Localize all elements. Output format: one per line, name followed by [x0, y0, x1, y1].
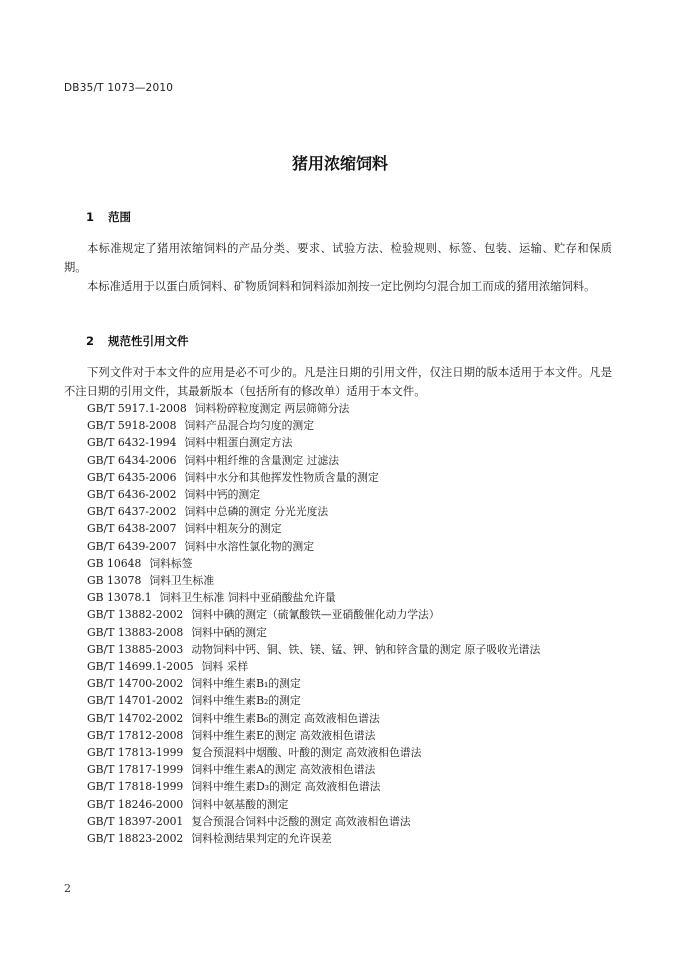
reference-title: 饲料中粗灰分的测定 — [184, 522, 282, 536]
section-1-title: 范围 — [108, 210, 131, 224]
reference-title: 饲料中钙的测定 — [184, 488, 261, 502]
section-1-number: 1 — [86, 210, 95, 224]
reference-title: 饲料卫生标准 饲料中亚硝酸盐允许量 — [159, 591, 336, 605]
reference-title: 饲料中总磷的测定 分光光度法 — [184, 505, 329, 519]
reference-item — [87, 692, 540, 709]
reference-title: 饲料 采样 — [201, 660, 249, 674]
reference-code: GB/T 13882-2002 — [87, 608, 184, 622]
reference-item — [87, 710, 540, 727]
reference-code: GB/T 6438-2007 — [87, 522, 177, 536]
reference-code: GB/T 6432-1994 — [87, 436, 177, 450]
reference-item — [87, 434, 540, 451]
reference-code: GB/T 6434-2006 — [87, 453, 177, 467]
reference-code: GB/T 18397-2001 — [87, 814, 184, 828]
reference-title: 复合预混料中烟酸、叶酸的测定 高效液相色谱法 — [191, 746, 422, 760]
reference-code: GB/T 5918-2008 — [87, 419, 177, 433]
reference-code: GB 10648 — [87, 556, 142, 570]
reference-list — [87, 400, 540, 847]
reference-code: GB/T 17812-2008 — [87, 728, 184, 742]
reference-code: GB/T 17817-1999 — [87, 763, 184, 777]
reference-title: 饲料中氨基酸的测定 — [191, 797, 289, 811]
reference-title: 复合预混合饲料中泛酸的测定 高效液相色谱法 — [191, 814, 411, 828]
reference-code: GB/T 17813-1999 — [87, 746, 184, 760]
reference-item — [87, 624, 540, 641]
reference-title: 饲料中维生素A的测定 高效液相色谱法 — [191, 763, 376, 777]
reference-code: GB/T 13885-2003 — [87, 642, 184, 656]
reference-code: GB/T 17818-1999 — [87, 780, 184, 794]
reference-title: 饲料中维生素E的测定 高效液相色谱法 — [191, 728, 376, 742]
reference-code: GB/T 14699.1-2005 — [87, 660, 194, 674]
section-2-title: 规范性引用文件 — [108, 334, 189, 348]
reference-item — [87, 555, 540, 572]
section-1-paragraph-2: 本标准适用于以蛋白质饲料、矿物质饲料和饲料添加剂按一定比例均匀混合加工而成的猪用浓缩饲料。 — [87, 280, 596, 293]
reference-code: GB 13078 — [87, 574, 142, 588]
reference-code: GB/T 18246-2000 — [87, 797, 184, 811]
reference-title: 饲料中水分和其他挥发性物质含量的测定 — [184, 470, 379, 484]
reference-title: 饲料中碘的测定（硫氰酸铁—亚硝酸催化动力学法） — [191, 608, 440, 622]
reference-code: GB/T 6437-2002 — [87, 505, 177, 519]
reference-code: GB/T 18823-2002 — [87, 832, 184, 846]
reference-title: 饲料中维生素B₁的测定 — [191, 677, 301, 691]
reference-title: 饲料产品混合均匀度的测定 — [184, 419, 314, 433]
reference-title: 饲料卫生标准 — [149, 574, 215, 588]
reference-title: 饲料中维生素B₂的测定 — [191, 694, 301, 708]
reference-item — [87, 452, 540, 469]
reference-item — [87, 538, 540, 555]
reference-item — [87, 778, 540, 795]
reference-title: 饲料中粗蛋白测定方法 — [184, 436, 293, 450]
reference-item — [87, 658, 540, 675]
page-number: 2 — [64, 882, 71, 895]
section-2-intro: 下列文件对于本文件的应用是必不可少的。凡是注日期的引用文件，仅注日期的版本适用于本文件。凡是不注日期的引用文件，其最新版本（包括所有的修改单）适用于本文件。 — [64, 366, 612, 398]
reference-code: GB/T 14701-2002 — [87, 694, 184, 708]
reference-code: GB/T 14700-2002 — [87, 677, 184, 691]
reference-title: 饲料标签 — [149, 556, 193, 570]
reference-item — [87, 796, 540, 813]
reference-item — [87, 761, 540, 778]
reference-title: 饲料中粗纤维的含量测定 过滤法 — [184, 453, 340, 467]
section-1-heading — [86, 209, 131, 225]
reference-code: GB/T 13883-2008 — [87, 625, 184, 639]
section-1-paragraph-1: 本标准规定了猪用浓缩饲料的产品分类、要求、试验方法、检验规则、标签、包装、运输、贮存和保质期。 — [64, 242, 612, 274]
reference-item — [87, 486, 540, 503]
reference-code: GB/T 6436-2002 — [87, 488, 177, 502]
reference-item — [87, 572, 540, 589]
reference-code: GB/T 5917.1-2008 — [87, 402, 187, 415]
reference-item — [87, 400, 540, 417]
reference-item — [87, 503, 540, 520]
reference-item — [87, 744, 540, 761]
reference-title: 饲料中维生素D₃的测定 高效液相色谱法 — [191, 780, 381, 794]
reference-code: GB/T 14702-2002 — [87, 711, 184, 725]
reference-item — [87, 830, 540, 847]
section-2-number: 2 — [86, 334, 95, 348]
reference-item — [87, 727, 540, 744]
reference-code: GB/T 6439-2007 — [87, 539, 177, 553]
reference-item — [87, 589, 540, 606]
section-2-heading — [86, 333, 189, 349]
reference-item — [87, 606, 540, 623]
reference-code: GB 13078.1 — [87, 591, 152, 605]
reference-item — [87, 417, 540, 434]
reference-title: 饲料中硒的测定 — [191, 625, 267, 639]
reference-code: GB/T 6435-2006 — [87, 470, 177, 484]
reference-item — [87, 675, 540, 692]
document-title: 猪用浓缩饲料 — [291, 154, 388, 173]
reference-title: 饲料中维生素B₆的测定 高效液相色谱法 — [191, 711, 380, 725]
reference-title: 动物饲料中钙、铜、铁、镁、锰、钾、钠和锌含量的测定 原子吸收光谱法 — [191, 642, 541, 656]
standard-code: DB35/T 1073—2010 — [64, 82, 174, 94]
reference-item — [87, 813, 540, 830]
reference-item — [87, 520, 540, 537]
reference-title: 饲料中水溶性氯化物的测定 — [184, 539, 314, 553]
reference-title: 饲料检测结果判定的允许误差 — [191, 832, 332, 846]
reference-title: 饲料粉碎粒度测定 两层筛筛分法 — [194, 402, 350, 415]
reference-item — [87, 641, 540, 658]
reference-item — [87, 469, 540, 486]
